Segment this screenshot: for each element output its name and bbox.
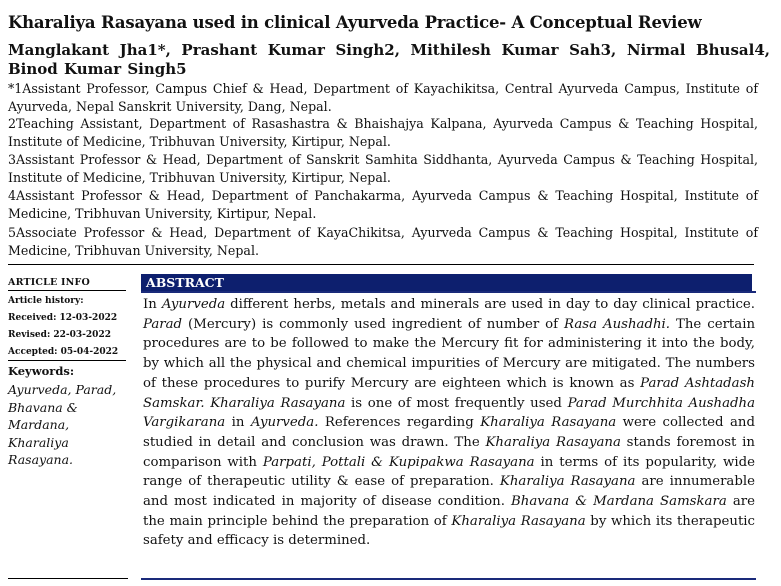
abstract-italic-term: Kharaliya Rasayana bbox=[210, 395, 346, 411]
abstract-text-run: In bbox=[143, 297, 162, 312]
abstract-text-run: stands foremost in comparison with bbox=[143, 434, 755, 470]
abstract-text-run: (Mercury) is commonly used ingredient of number of bbox=[182, 316, 565, 332]
abstract-text-run: in bbox=[225, 415, 251, 431]
keywords-list: Ayurveda, Parad, Bhavana & Mardana, Kharaliya Rasayana. bbox=[8, 382, 117, 467]
received-date: Received: 12-03-2022 bbox=[8, 313, 118, 323]
article-history-label: Article history: bbox=[8, 296, 84, 306]
abstract-italic-term: Kharaliya Rasayana bbox=[451, 513, 586, 529]
abstract-italic-term: Ayurveda. bbox=[250, 415, 319, 431]
abstract-italic-term: Kharaliya Rasayana bbox=[499, 474, 636, 490]
affiliation-4: 4Assistant Professor & Head, Department of Panchakarma, Ayurveda Campus & Teaching Hospital, Institute of Medicine, Tribhuvan University, Kirtipur, Nepal. bbox=[8, 188, 758, 221]
abstract-text-run: The certain procedures are to be followed to make the Mercury fit for administering it into the body, by which all the physical and chemical impurities of Mercury are mitigated. The numbers of these procedures to purify Mercury are eighteen which is known as bbox=[143, 316, 756, 391]
author-list: Manglakant Jha1*, Prashant Kumar Singh2, Mithilesh Kumar Sah3, Nirmal Bhusal4, Binod Kumar Singh5 bbox=[8, 41, 770, 78]
abstract-italic-term: Kharaliya Rasayana bbox=[485, 434, 621, 450]
abstract-italic-term: Ayurveda bbox=[161, 297, 226, 312]
abstract-heading: ABSTRACT bbox=[141, 274, 752, 291]
abstract-text-run: are innumerable and most indicated in majority of disease condition. bbox=[143, 474, 755, 510]
abstract-text-run: in terms of its popularity, wide range of therapeutic utility & ease of preparation. bbox=[143, 454, 756, 490]
abstract-italic-term: Rasa Aushadhi. bbox=[564, 316, 671, 332]
abstract-text-run: by which its therapeutic safety and efficacy is determined. bbox=[143, 513, 755, 549]
article-info-heading: ARTICLE INFO bbox=[8, 277, 90, 288]
abstract-body bbox=[143, 295, 755, 551]
paper-title: Kharaliya Rasayana used in clinical Ayurveda Practice- A Conceptual Review bbox=[8, 13, 702, 32]
abstract-text-run: References regarding bbox=[318, 415, 481, 431]
abstract-bottom-divider bbox=[141, 578, 756, 580]
revised-date: Revised: 22-03-2022 bbox=[8, 330, 111, 340]
article-info-bottom-divider bbox=[8, 578, 128, 579]
article-info-divider bbox=[8, 290, 126, 291]
abstract-text-run: were collected and studied in detail and conclusion was drawn. The bbox=[143, 415, 755, 450]
header-divider bbox=[8, 264, 754, 265]
abstract-italic-term: Parad Ashtadash Samskar. bbox=[143, 375, 755, 411]
affiliation-3: 3Assistant Professor & Head, Department of Sanskrit Samhita Siddhanta, Ayurveda Campus & Teaching Hospital, Institute of Medicine, Tribhuvan University, Kirtipur, Nepal. bbox=[8, 152, 758, 185]
article-info-divider-2 bbox=[8, 360, 126, 361]
affiliation-5: 5Associate Professor & Head, Department of KayaChikitsa, Ayurveda Campus & Teaching Hospital, Institute of Medicine, Tribhuvan University, Nepal. bbox=[8, 225, 758, 258]
abstract-text-run: are the main principle behind the preparation of bbox=[143, 494, 755, 529]
abstract-text-run: is one of most frequently used bbox=[345, 395, 568, 411]
accepted-date: Accepted: 05-04-2022 bbox=[8, 347, 119, 357]
abstract-italic-term: Parpati, Pottali & Kupipakwa Rasayana bbox=[262, 454, 535, 470]
abstract-italic-term: Parad Murchhita Aushadha Vargikarana bbox=[143, 395, 756, 431]
abstract-text-run: different herbs, metals and minerals are used in day to day clinical practice. bbox=[225, 297, 756, 312]
affiliation-1: *1Assistant Professor, Campus Chief & Head, Department of Kayachikitsa, Central Ayurveda Campus, Institute of Ayurveda, Nepal Sanskrit University, Dang, Nepal. bbox=[8, 81, 758, 114]
abstract-italic-term: Parad bbox=[143, 316, 183, 332]
keywords-label: Keywords: bbox=[8, 364, 75, 378]
abstract-italic-term: Bhavana & Mardana Samskara bbox=[511, 494, 727, 510]
affiliation-2: 2Teaching Assistant, Department of Rasashastra & Bhaishajya Kalpana, Ayurveda Campus & Teaching Hospital, Institute of Medicine, Tribhuvan University, Kirtipur, Nepal. bbox=[8, 116, 758, 149]
abstract-divider bbox=[141, 291, 756, 293]
abstract-italic-term: Kharaliya Rasayana bbox=[480, 415, 617, 431]
